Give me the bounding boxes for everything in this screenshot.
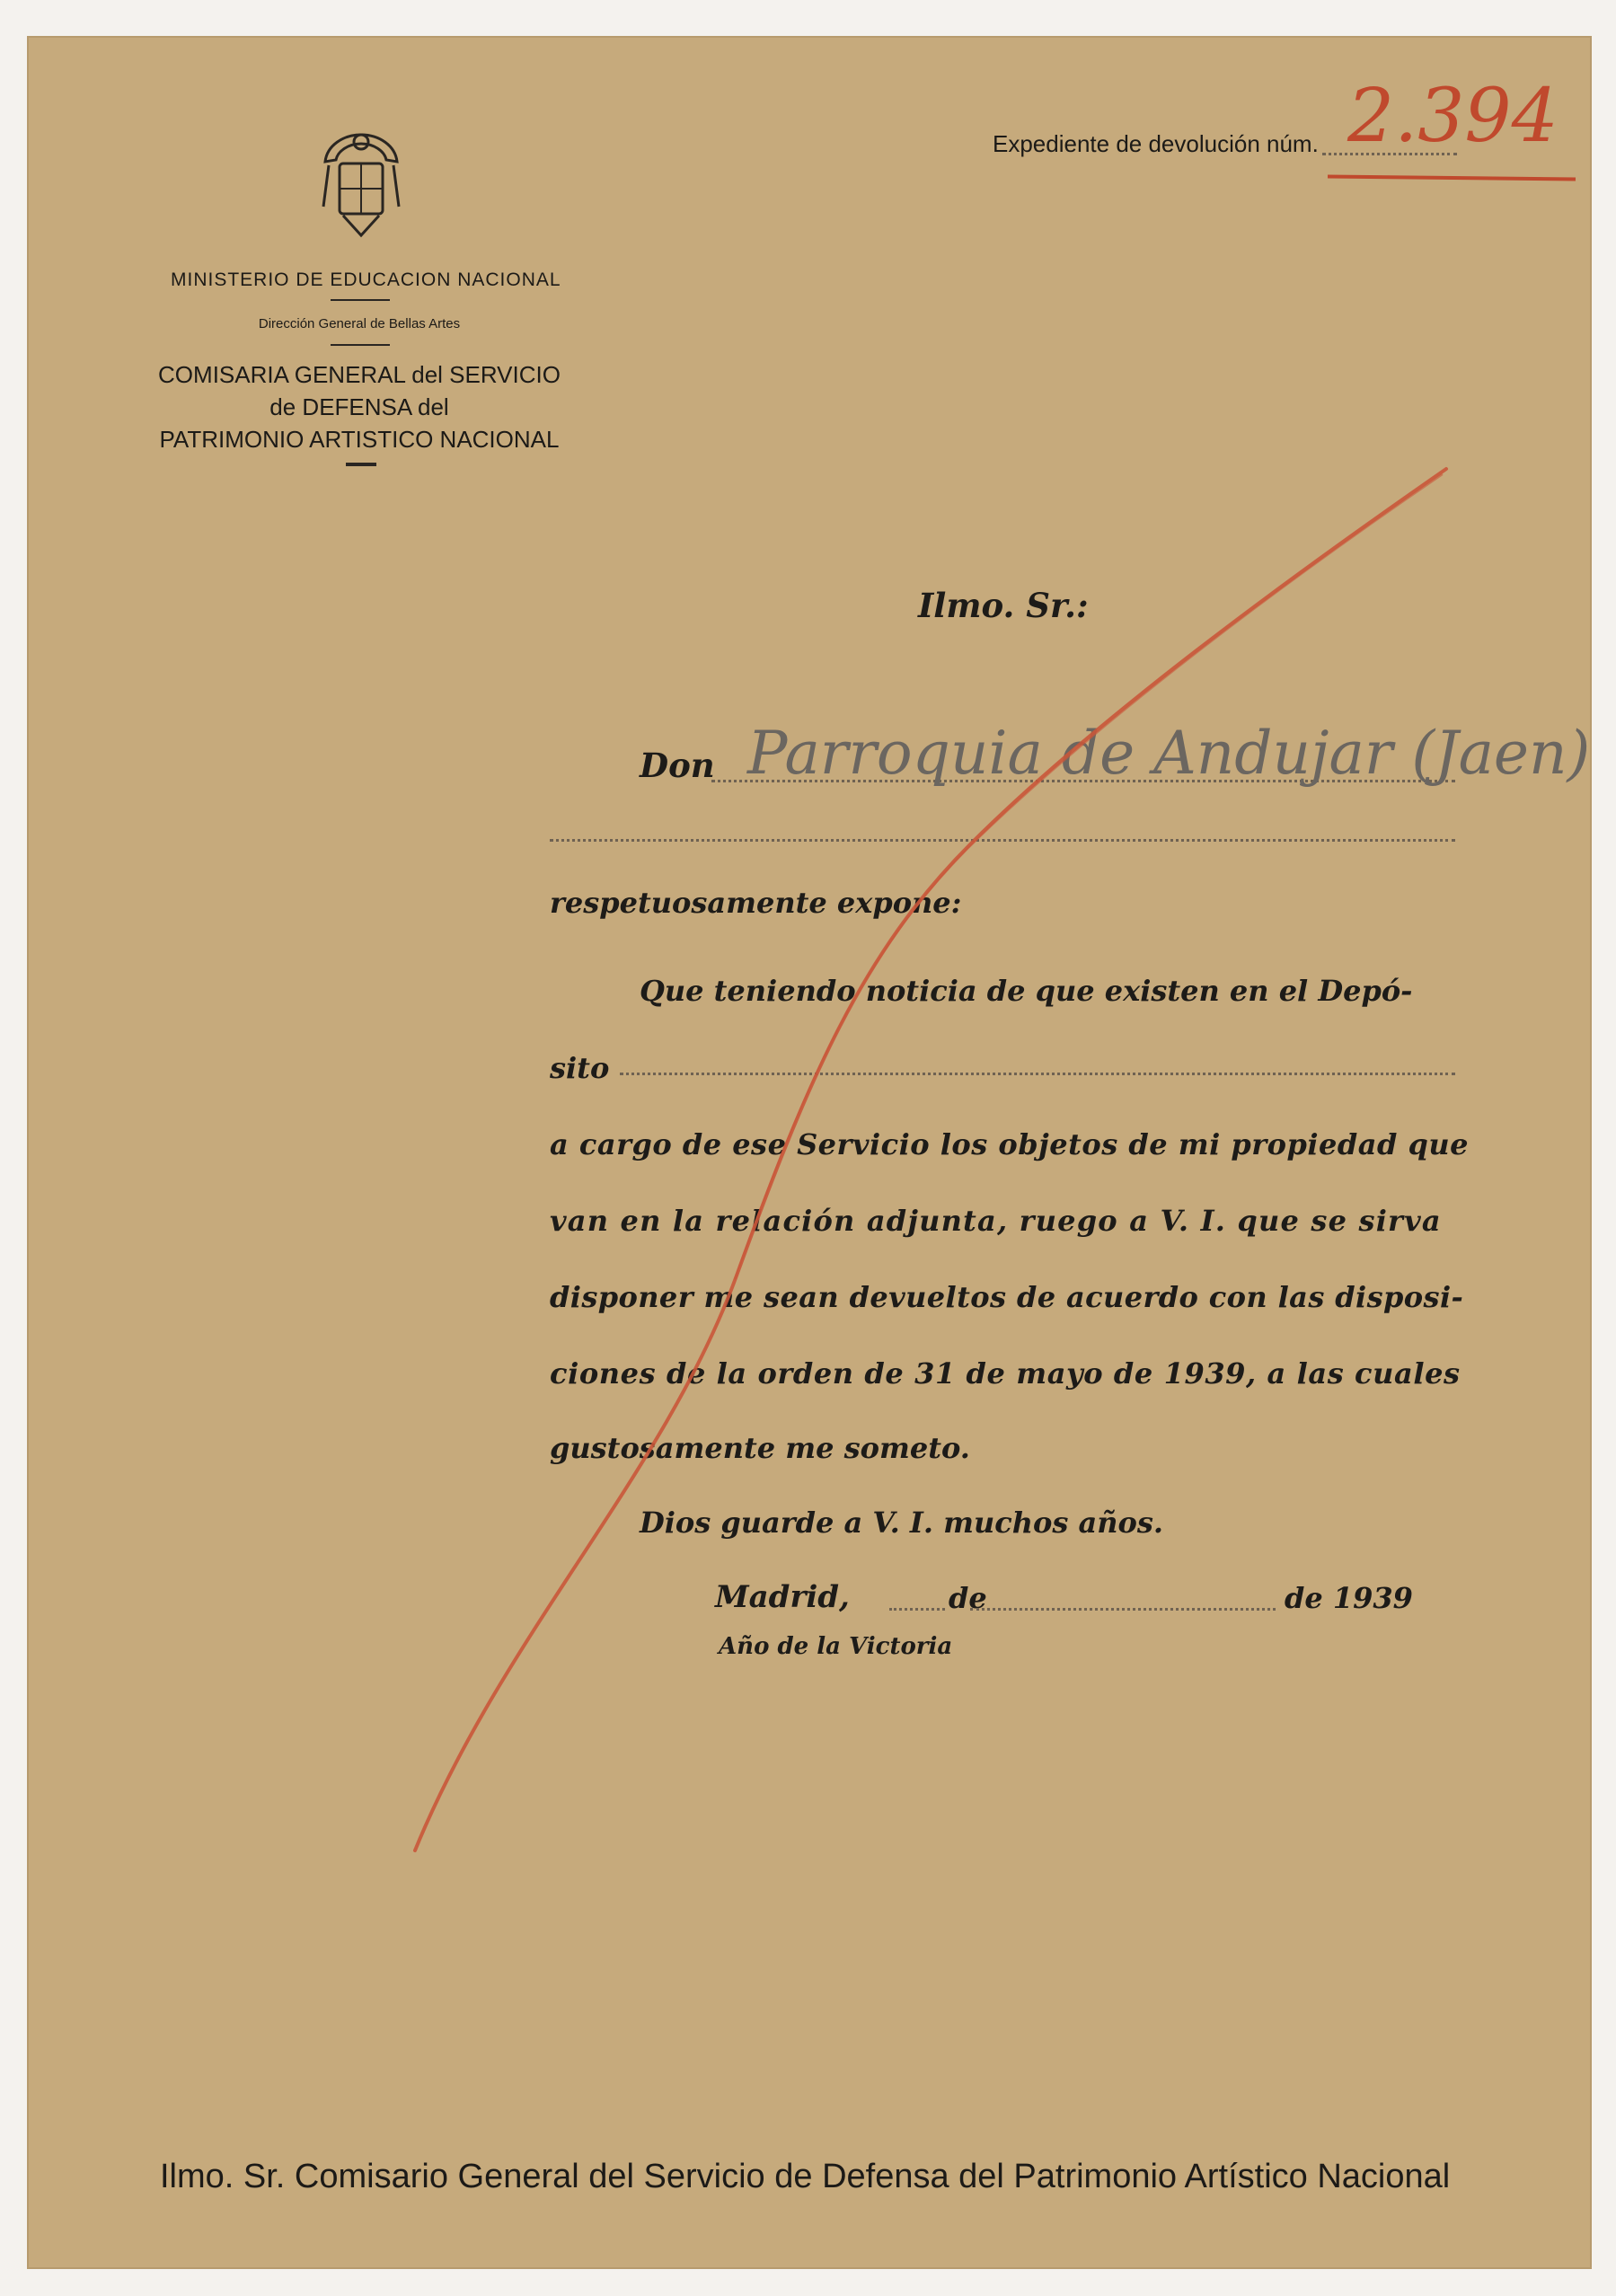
year-note: Año de la Victoria [719,1633,953,1660]
comisaria-line1: COMISARIA GENERAL del SERVICIO [158,361,561,388]
expediente-label: Expediente de devolución núm. [993,130,1319,157]
salutation: Ilmo. Sr.: [918,586,1089,625]
direccion-subtitle: Dirección General de Bellas Artes [258,316,461,331]
expediente-number: 2.394 [1347,74,1559,159]
paragraph2-line2: van en la relación adjunta, ruego a V. I. que se sirva [550,1204,1442,1238]
paragraph1-line1: Que teniendo noticia de que existen en el Depó- [640,974,1413,1008]
paragraph1-line2-label: sito [550,1051,610,1085]
comisaria-line3: PATRIMONIO ARTISTICO NACIONAL [159,426,560,453]
paragraph2-line5: gustosamente me someto. [550,1431,970,1465]
don-label: Don [640,746,715,785]
paragraph2-line4: ciones de la orden de 31 de mayo de 1939, a las cuales [550,1356,1461,1391]
de-label: de [949,1581,987,1615]
comisaria-line2: de DEFENSA del [269,393,449,420]
paragraph2-line3: disponer me sean devueltos de acuerdo con las disposi- [550,1280,1464,1314]
ministry-title: MINISTERIO DE EDUCACION NACIONAL [171,269,561,290]
don-handwritten-value: Parroquia de Andujar (Jaen) [747,719,1591,788]
closing: Dios guarde a V. I. muchos años. [640,1506,1164,1540]
year: de 1939 [1285,1581,1413,1615]
paragraph2-line1: a cargo de ese Servicio los objetos de mi propiedad que [550,1127,1469,1161]
expone-text: respetuosamente expone: [550,886,962,920]
place: Madrid, [715,1579,850,1615]
footer-addressee: Ilmo. Sr. Comisario General del Servicio de Defensa del Patrimonio Artístico Nacional [160,2158,1451,2195]
